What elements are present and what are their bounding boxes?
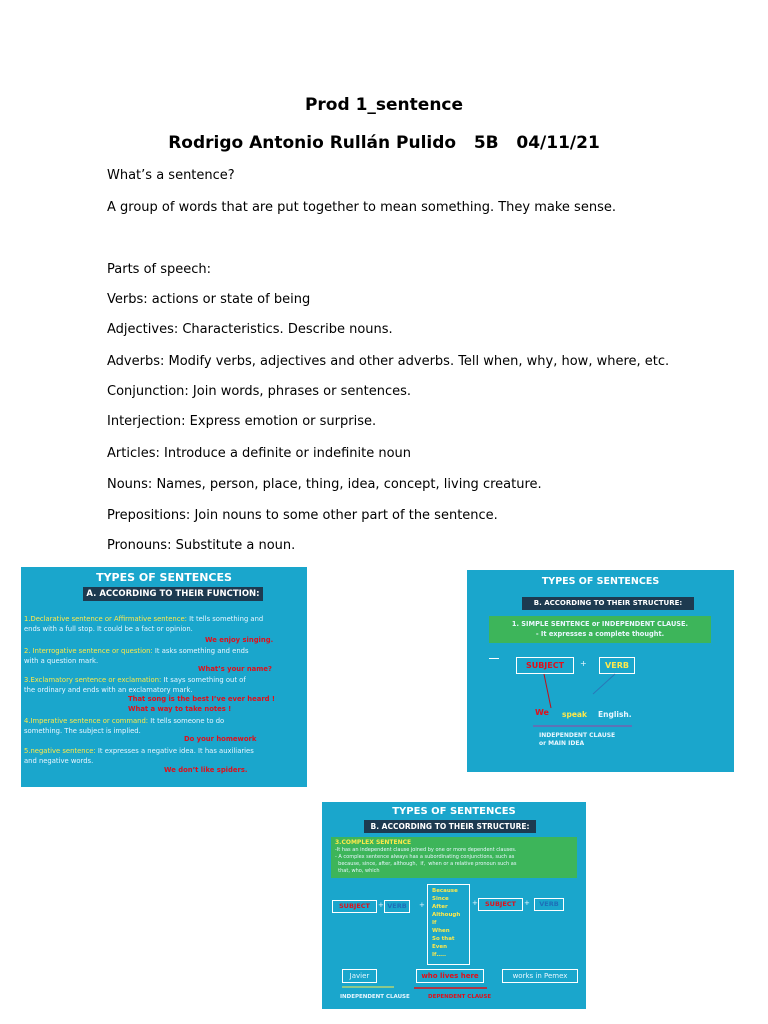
slide-title: TYPES OF SENTENCES	[96, 571, 232, 584]
caption: INDEPENDENT CLAUSE	[340, 994, 410, 1000]
example-text: Do your homework	[184, 735, 257, 743]
function-item-1: 1.Declarative sentence or Affirmative sentence: It tells something and ends with a full stop. It could be a fact or opinion.	[24, 615, 264, 633]
example-independent-predicate: works in Pemex	[502, 969, 578, 983]
caption: DEPENDENT CLAUSE	[428, 994, 492, 1000]
conjunction-list: Because Since After Although If When So that Even If…..	[427, 884, 470, 965]
slide-types-by-function	[21, 567, 307, 787]
paragraph: Interjection: Express emotion or surprise.	[107, 414, 377, 429]
slide-title: TYPES OF SENTENCES	[541, 576, 660, 587]
example-verb: speak	[562, 710, 587, 719]
simple-sentence-box: 1. SIMPLE SENTENCE or INDEPENDENT CLAUSE. - It expresses a complete thought.	[489, 616, 711, 643]
function-item-2: 2. Interrogative sentence or question: It asks something and ends with a question mark.	[24, 647, 249, 665]
verb-box: VERB	[599, 657, 635, 674]
function-item-3: 3.Exclamatory sentence or exclamation: It says something out of the ordinary and ends with an exclamatory mark.	[24, 676, 246, 694]
slide-subtitle: B. ACCORDING TO THEIR STRUCTURE:	[522, 597, 694, 610]
paragraph: Prepositions: Join nouns to some other part of the sentence.	[107, 508, 498, 523]
connector-lines	[467, 570, 734, 772]
underline-marks	[322, 802, 586, 1009]
paragraph: Pronouns: Substitute a noun.	[107, 538, 296, 553]
example-text: We enjoy singing.	[205, 636, 274, 644]
paragraph: Adverbs: Modify verbs, adjectives and other adverbs. Tell when, why, how, where, etc.	[107, 354, 670, 369]
subject-box: SUBJECT	[516, 657, 574, 674]
paragraph: A group of words that are put together to mean something. They make sense.	[107, 200, 616, 215]
paragraph: Parts of speech:	[107, 262, 212, 277]
example-subject: We	[535, 708, 549, 717]
example-text: What a way to take notes !	[128, 705, 232, 713]
example-object: English.	[598, 710, 632, 719]
author-line: Rodrigo Antonio Rullán Pulido 5B 04/11/21	[168, 133, 600, 153]
paragraph: Adjectives: Characteristics. Describe nouns.	[107, 322, 393, 337]
verb-box: VERB	[534, 898, 564, 911]
example-text: That song is the best I’ve ever heard !	[128, 695, 276, 703]
example-dependent-clause: who lives here	[416, 969, 484, 983]
slide-subtitle: B. ACCORDING TO THEIR STRUCTURE:	[364, 820, 536, 833]
paragraph: Verbs: actions or state of being	[107, 292, 311, 307]
caption: or MAIN IDEA	[539, 740, 585, 747]
slide-complex-sentence	[322, 802, 586, 1009]
verb-box: VERB	[384, 900, 410, 913]
example-text: We don’t like spiders.	[164, 766, 248, 774]
plus-sign: +	[472, 899, 478, 907]
slide-simple-sentence	[467, 570, 734, 772]
paragraph: Articles: Introduce a definite or indefinite noun	[107, 446, 412, 461]
slide-subtitle: A. ACCORDING TO THEIR FUNCTION:	[83, 587, 263, 601]
function-item-5: 5.negative sentence: It expresses a negative idea. It has auxiliaries and negative words.	[24, 747, 254, 765]
subject-box: SUBJECT	[332, 900, 377, 913]
example-independent-subject: Javier	[342, 969, 377, 983]
subject-box: SUBJECT	[478, 898, 523, 911]
function-item-4: 4.Imperative sentence or command: It tells someone to do something. The subject is implied.	[24, 717, 225, 735]
plus-sign: +	[419, 901, 425, 909]
plus-sign: +	[378, 901, 384, 909]
caption: INDEPENDENT CLAUSE	[539, 732, 616, 739]
complex-sentence-box: 3.COMPLEX SENTENCE -It has an independent clause joined by one or more dependent clauses. - A complex sentence always has a subordinating conjunctions, such as because, since, after, although, if, when or a relative pronoun such as that, who, which	[331, 837, 577, 878]
paragraph: What’s a sentence?	[107, 168, 235, 183]
plus-sign: +	[524, 899, 530, 907]
paragraph: Nouns: Names, person, place, thing, idea, concept, living creature.	[107, 477, 542, 492]
document-title: Prod 1_sentence	[304, 95, 464, 115]
paragraph: Conjunction: Join words, phrases or sentences.	[107, 384, 411, 399]
slide-title: TYPES OF SENTENCES	[392, 806, 516, 817]
plus-sign: +	[580, 659, 587, 668]
example-text: What’s your name?	[198, 665, 272, 673]
